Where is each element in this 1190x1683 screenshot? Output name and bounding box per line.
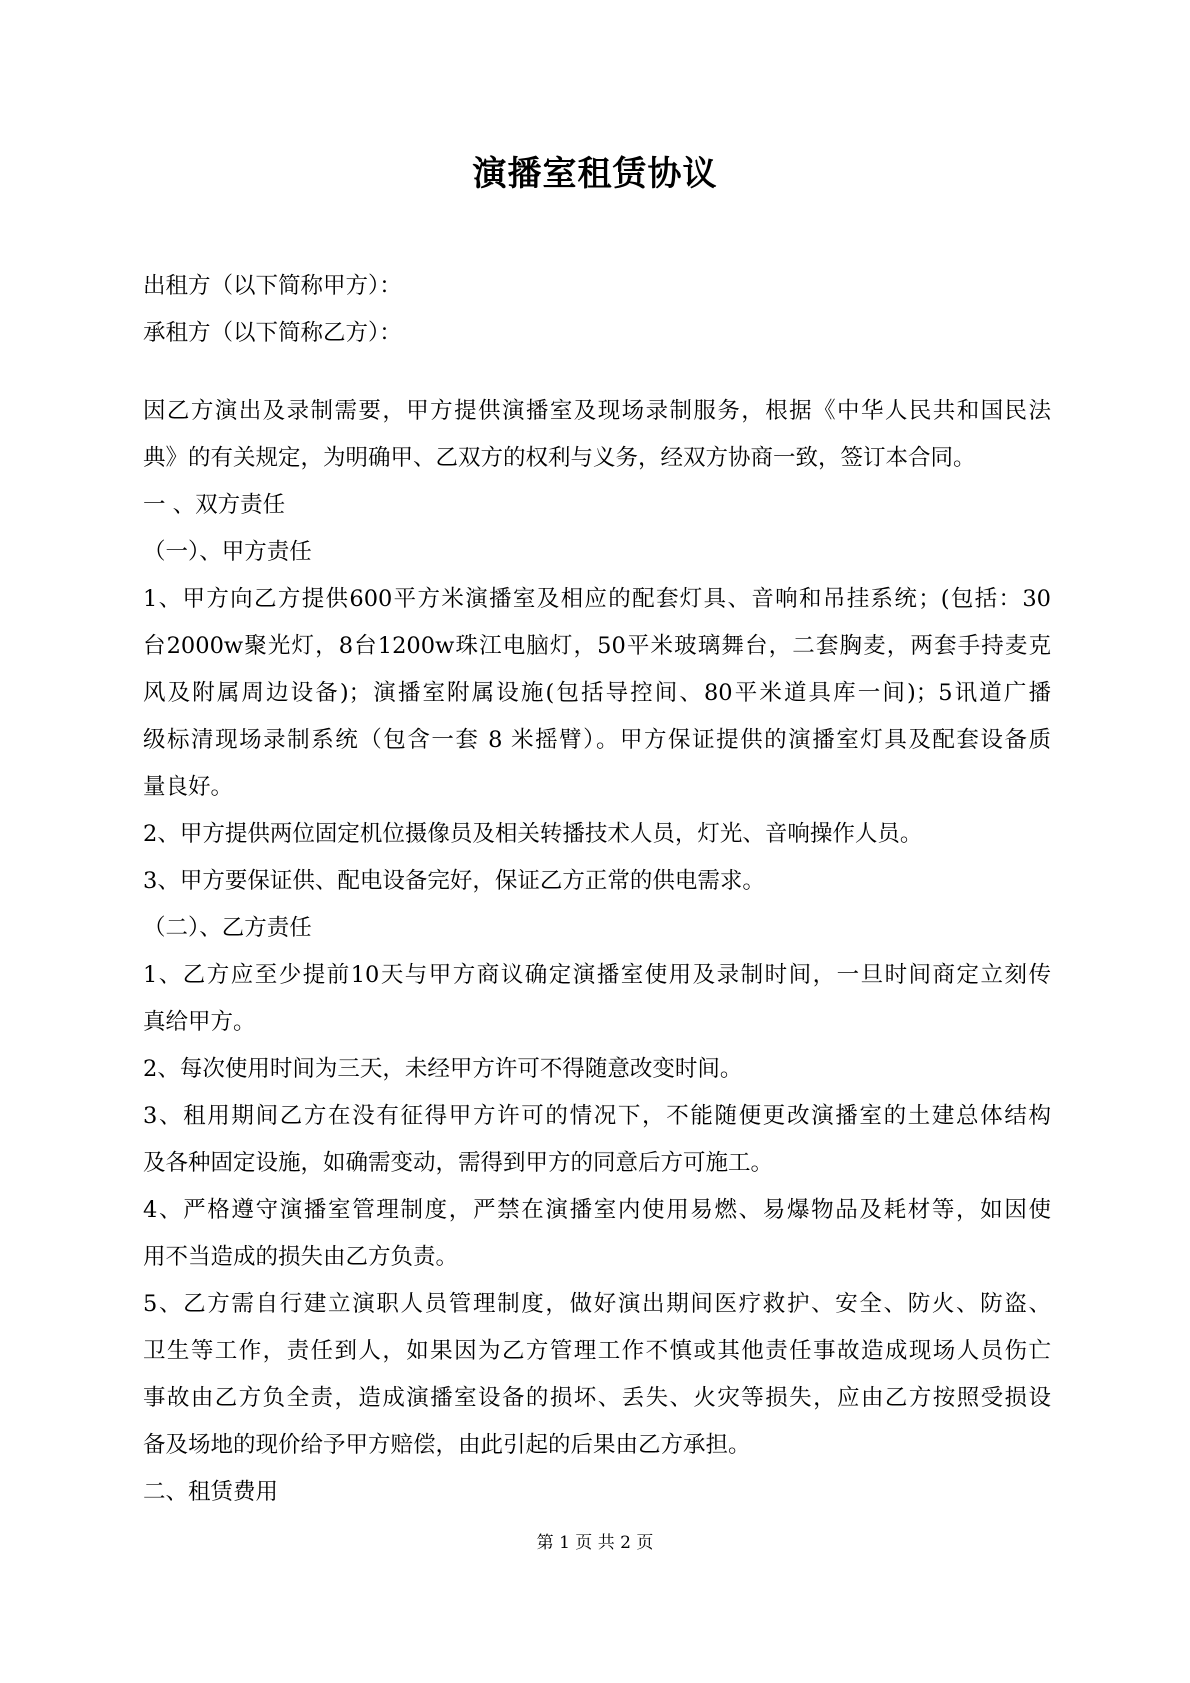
intro-line: 因乙方演出及录制需要，甲方提供演播室及现场录制服务，根据《中华人民共和国民法 — [143, 398, 1051, 424]
partB-item4-line: 用不当造成的损失由乙方负责。 — [143, 1244, 459, 1270]
partB-heading: （二）、乙方责任 — [143, 915, 312, 941]
partA-item3: 3、甲方要保证供、配电设备完好，保证乙方正常的供电需求。 — [143, 868, 765, 894]
section2-heading: 二、租赁费用 — [143, 1479, 279, 1505]
partB-item5 — [143, 1281, 1051, 1469]
partB-item5-line: 5、乙方需自行建立演职人员管理制度，做好演出期间医疗救护、安全、防火、防盗、 — [143, 1291, 1051, 1317]
partB-item5-line: 卫生等工作，责任到人，如果因为乙方管理工作不慎或其他责任事故造成现场人员伤亡 — [143, 1338, 1051, 1364]
lessor-line: 出租方（以下简称甲方）： — [143, 273, 402, 299]
partB-item5-line: 备及场地的现价给予甲方赔偿，由此引起的后果由乙方承担。 — [143, 1432, 751, 1458]
partB-item4-line: 4、严格遵守演播室管理制度，严禁在演播室内使用易燃、易爆物品及耗材等，如因使 — [143, 1197, 1051, 1223]
partB-item3-line: 3、租用期间乙方在没有征得甲方许可的情况下，不能随便更改演播室的土建总体结构 — [143, 1103, 1051, 1129]
intro-paragraph — [143, 388, 1051, 482]
partA-item1-line: 1、甲方向乙方提供600平方米演播室及相应的配套灯具、音响和吊挂系统；(包括：30 — [143, 586, 1051, 612]
partA-item1-line: 级标清现场录制系统（包含一套 8 米摇臂）。甲方保证提供的演播室灯具及配套设备质 — [143, 727, 1051, 753]
partA-heading: （一）、甲方责任 — [143, 539, 312, 565]
section1-heading: 一 、双方责任 — [143, 492, 286, 518]
partA-item1-line: 风及附属周边设备)；演播室附属设施(包括导控间、80平米道具库一间)；5讯道广播 — [143, 680, 1051, 706]
intro-line: 典》的有关规定，为明确甲、乙双方的权利与义务，经双方协商一致，签订本合同。 — [143, 445, 976, 471]
parties-block — [143, 263, 1051, 357]
partB-item3-line: 及各种固定设施，如确需变动，需得到甲方的同意后方可施工。 — [143, 1150, 774, 1176]
partA-item2: 2、甲方提供两位固定机位摄像员及相关转播技术人员，灯光、音响操作人员。 — [143, 821, 923, 847]
partA-item1-line: 台2000w聚光灯，8台1200w珠江电脑灯，50平米玻璃舞台，二套胸麦，两套手持麦克 — [143, 633, 1051, 659]
partB-item1-line: 真给甲方。 — [143, 1009, 256, 1035]
partB-item1-line: 1、乙方应至少提前10天与甲方商议确定演播室使用及录制时间，一旦时间商定立刻传 — [143, 962, 1051, 988]
partB-item4 — [143, 1187, 1051, 1281]
lessee-line: 承租方（以下简称乙方）： — [143, 320, 402, 346]
partB-item2: 2、每次使用时间为三天，未经甲方许可不得随意改变时间。 — [143, 1056, 743, 1082]
partB-item5-line: 事故由乙方负全责，造成演播室设备的损坏、丢失、火灾等损失，应由乙方按照受损设 — [143, 1385, 1051, 1411]
document-title: 演播室租赁协议 — [472, 154, 718, 194]
partB-item3 — [143, 1093, 1051, 1187]
partA-item1 — [143, 576, 1051, 811]
partB-item1 — [143, 952, 1051, 1046]
contract-body — [143, 388, 1051, 1516]
page-number-footer: 第 1 页 共 2 页 — [536, 1533, 654, 1553]
partA-item1-line: 量良好。 — [143, 774, 234, 800]
